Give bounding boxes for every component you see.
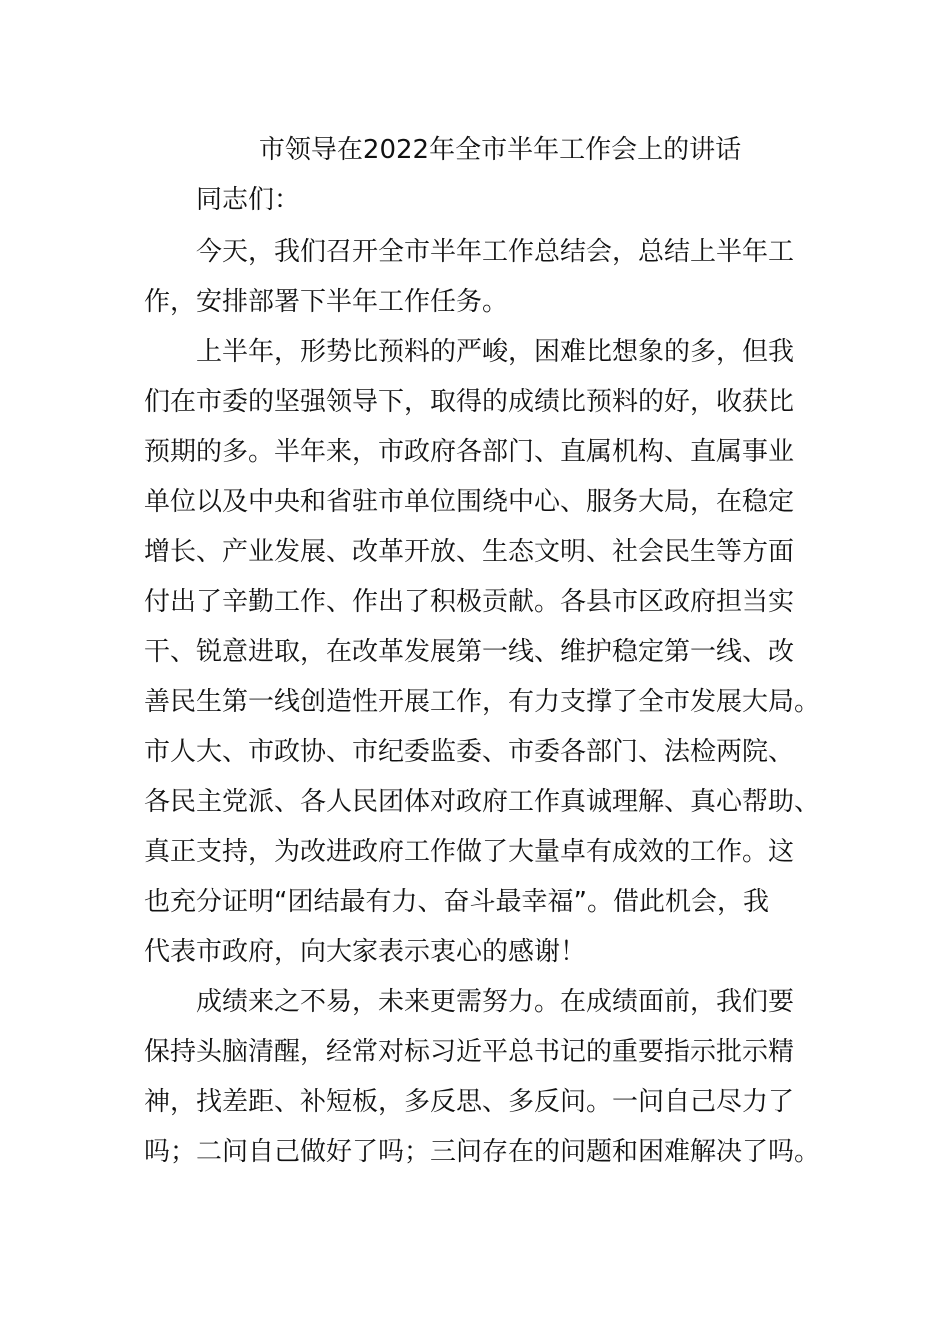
paragraph-2-line-12: 也充分证明“团结最有力、奋斗最幸福”。借此机会，我 — [144, 887, 769, 917]
document-title: 市领导在2022年全市半年工作会上的讲话 — [258, 135, 742, 165]
paragraph-2-line-13: 代表市政府，向大家表示衷心的感谢！ — [144, 937, 587, 967]
paragraph-2-line-10: 各民主党派、各人民团体对政府工作真诚理解、真心帮助、 — [144, 787, 821, 817]
paragraph-2-line-9: 市人大、市政协、市纪委监委、市委各部门、法检两院、 — [144, 737, 795, 767]
salutation: 同志们： — [196, 185, 301, 215]
paragraph-2-line-8: 善民生第一线创造性开展工作，有力支撑了全市发展大局。 — [144, 687, 821, 717]
paragraph-1-line-2: 作，安排部署下半年工作任务。 — [144, 287, 509, 317]
paragraph-2-line-11: 真正支持，为改进政府工作做了大量卓有成效的工作。这 — [144, 837, 795, 867]
paragraph-2-line-4: 单位以及中央和省驻市单位围绕中心、服务大局，在稳定 — [144, 487, 795, 517]
paragraph-1-line-1: 今天，我们召开全市半年工作总结会，总结上半年工 — [196, 237, 795, 267]
paragraph-3-line-2: 保持头脑清醒，经常对标习近平总书记的重要指示批示精 — [144, 1037, 795, 1067]
paragraph-3-line-3: 神，找差距、补短板，多反思、多反问。一问自己尽力了 — [144, 1087, 795, 1117]
paragraph-2-line-1: 上半年，形势比预料的严峻，困难比想象的多，但我 — [196, 337, 795, 367]
paragraph-2-line-3: 预期的多。半年来，市政府各部门、直属机构、直属事业 — [144, 437, 795, 467]
paragraph-2-line-2: 们在市委的坚强领导下，取得的成绩比预料的好，收获比 — [144, 387, 795, 417]
paragraph-2-line-7: 干、锐意进取，在改革发展第一线、维护稳定第一线、改 — [144, 637, 795, 667]
paragraph-2-line-6: 付出了辛勤工作、作出了积极贡献。各县市区政府担当实 — [144, 587, 795, 617]
paragraph-3-line-4: 吗；二问自己做好了吗；三问存在的问题和困难解决了吗。 — [144, 1137, 821, 1167]
paragraph-2-line-5: 增长、产业发展、改革开放、生态文明、社会民生等方面 — [144, 537, 795, 567]
paragraph-3-line-1: 成绩来之不易，未来更需努力。在成绩面前，我们要 — [196, 987, 795, 1017]
